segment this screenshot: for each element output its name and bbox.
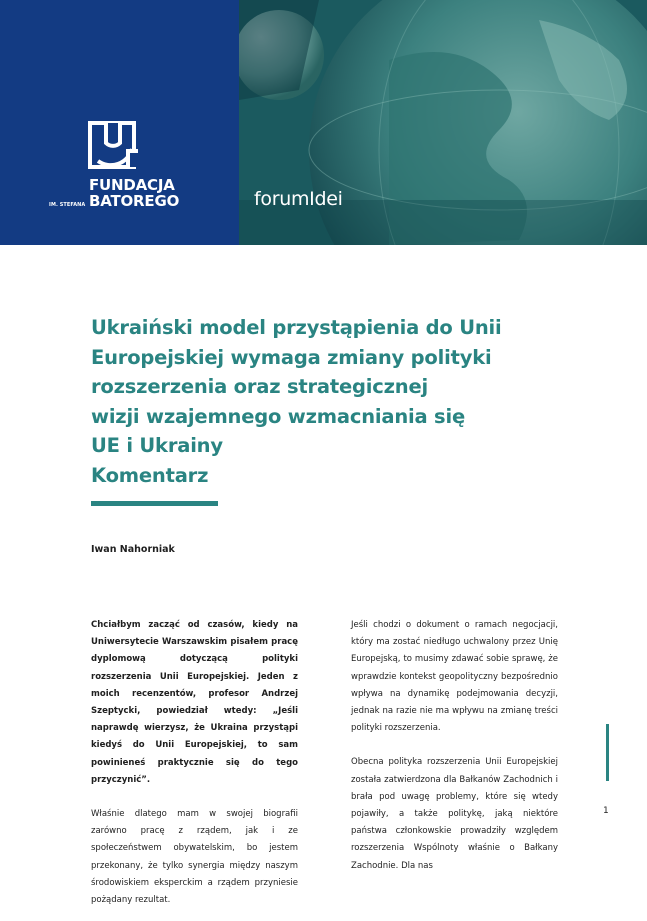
paragraph: Obecna polityka rozszerzenia Unii Europejskiej została zatwierdzona dla Bałkanów Zachodnich i brała pod uwagę problemy, które się wtedy pojawiły, a także politykę, jaką niektóre państwa członkowskie prowadziły względem rozszerzenia Wspólnoty właśnie o Bałkany Zachodnie. Dla nas <box>351 757 558 871</box>
title-line: Europejskiej wymaga zmiany polityki <box>91 345 492 369</box>
logo-text-batorego: BATOREGO <box>89 192 180 210</box>
paragraph: Właśnie dlatego mam w swojej biografii zarówno pracę z rządem, jak i ze społeczeństwem obywatelskim, bo jestem przekonany, że tylko synergia między naszym środowiskiem eksperckim a rządem przyniesie pożądany rezultat. <box>91 809 298 906</box>
paragraph: Jeśli chodzi o dokument o ramach negocjacji, który ma zostać niedługo uchwalony przez Unię Europejską, to musimy zdawać sobie sprawę, że wprawdzie kontekst geopolityczny bezpośrednio wpływa na dynamikę podejmowania decyzji, jednak na razie nie ma wpływu na zmianę treści polityki rozszerzenia. <box>351 620 558 734</box>
header-banner <box>0 0 647 245</box>
title-line: rozszerzenia oraz strategicznej <box>91 375 428 398</box>
paragraph-intro: Chciałbym zacząć od czasów, kiedy na Uniwersytecie Warszawskim pisałem pracę dyplomową dotyczącą polityki rozszerzenia Unii Europejskiej. Jeden z moich recenzentów, profesor Andrzej Szeptycki, powiedział wtedy: „Jeśli naprawdę wierzysz, że Ukraina przystąpi kiedyś do Unii Europejskiej, to sam powinieneś praktycznie się do tego przyczynić”. <box>91 620 298 785</box>
title-subtitle: Komentarz <box>91 463 209 487</box>
page-number: 1 <box>603 806 609 816</box>
title-line: Ukraiński model przystąpienia do Unii <box>91 316 502 339</box>
logo-text-fundacja: FUNDACJA <box>89 176 175 194</box>
brand-panel <box>0 0 239 245</box>
text-column-left <box>91 617 298 921</box>
side-accent-bar <box>606 724 609 781</box>
logo-text-im-stefana: IM. STEFANA <box>49 202 86 208</box>
forum-idei-title: forumIdei <box>254 188 343 210</box>
text-column-right <box>351 617 558 892</box>
globe-photo <box>239 0 647 245</box>
foundation-logo-icon <box>88 121 140 173</box>
title-line: wizji wzajemnego wzmacniania się <box>91 404 465 428</box>
document-title <box>91 313 561 490</box>
title-line: UE i Ukrainy <box>91 434 223 457</box>
author-name: Iwan Nahorniak <box>91 544 175 555</box>
title-divider <box>91 501 218 506</box>
